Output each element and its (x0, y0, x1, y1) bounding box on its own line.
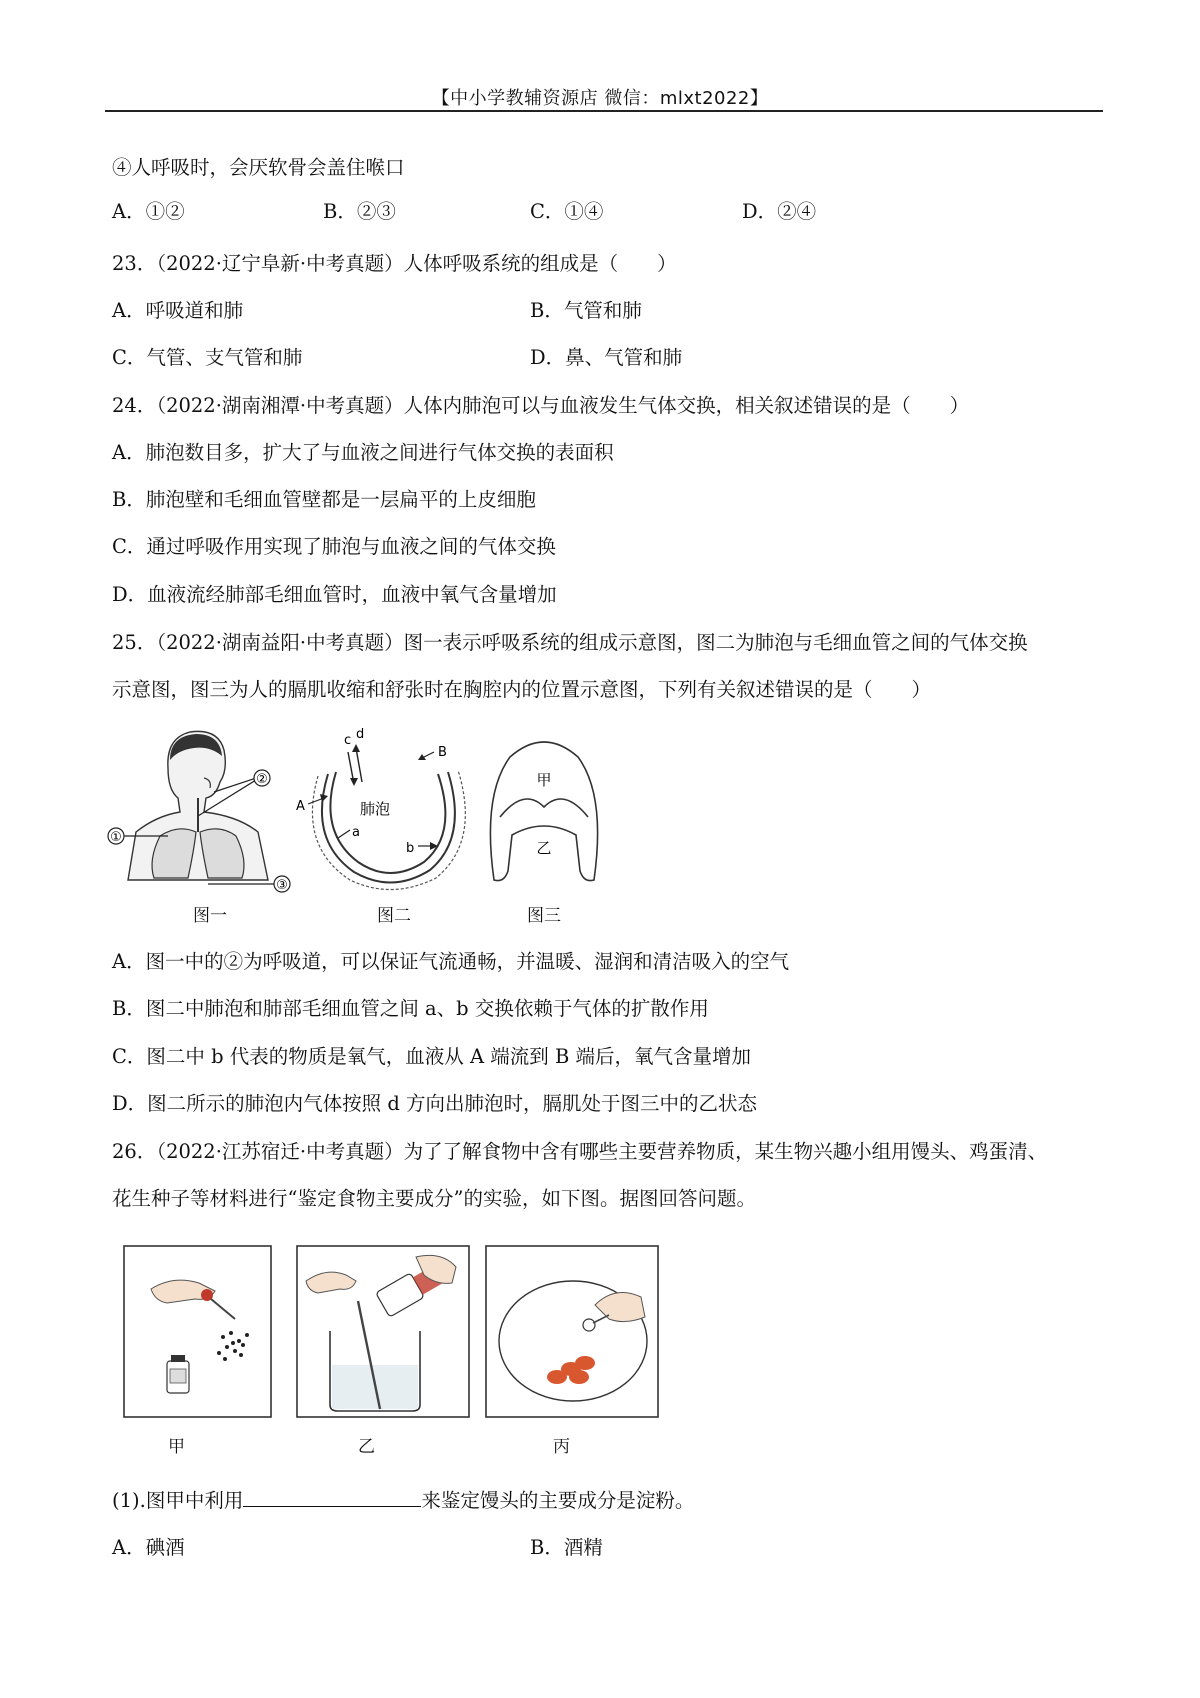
q23-option-b: B．气管和肺 (530, 299, 642, 322)
q24-option-d: D．血液流经肺部毛细血管时，血液中氧气含量增加 (112, 583, 557, 606)
q22-option-c: C．①④ (530, 200, 604, 223)
q26-stem-line1: 26．（2022·江苏宿迁·中考真题）为了了解食物中含有哪些主要营养物质，某生物兴趣小组用馒头、鸡蛋清、 (112, 1140, 1048, 1163)
fig1-label-2: ② (256, 772, 268, 787)
q24-option-b: B．肺泡壁和毛细血管壁都是一层扁平的上皮细胞 (112, 488, 536, 511)
fig1-label-1: ① (110, 830, 122, 845)
fig2-label-a: a (352, 825, 360, 840)
fig3-label-jia: 甲 (536, 771, 552, 789)
q22-option-d: D．②④ (742, 200, 817, 223)
q26-sub1-answer-blank[interactable] (243, 1488, 421, 1507)
fig1-label-3: ③ (276, 878, 288, 893)
q25-stem-line1: 25．（2022·湖南益阳·中考真题）图一表示呼吸系统的组成示意图，图二为肺泡与毛细血管之间的气体交换 (112, 631, 1028, 654)
q26-sub1-option-a: A．碘酒 (112, 1536, 185, 1559)
q25-figure1-caption: 图一 (193, 906, 227, 926)
q23-stem: 23．（2022·辽宁阜新·中考真题）人体呼吸系统的组成是（ ） (112, 252, 677, 275)
q25-figure3-diaphragm (480, 735, 610, 890)
q26-stem-line2: 花生种子等材料进行“鉴定食物主要成分”的实验，如下图。据图回答问题。 (112, 1187, 756, 1210)
fig2-label-b-end: B (438, 745, 447, 760)
q23-option-c: C．气管、支气管和肺 (112, 346, 303, 369)
q25-figure2-alveolus-capillary (298, 722, 478, 890)
q22-item4: ④人呼吸时，会厌软骨会盖住喉口 (112, 156, 405, 179)
q26-panel-bing-image (485, 1245, 659, 1418)
fig3-label-yi: 乙 (536, 839, 552, 857)
q25-option-a: A．图一中的②为呼吸道，可以保证气流通畅，并温暖、湿润和清洁吸入的空气 (112, 950, 790, 973)
header-rule (105, 110, 1103, 112)
q23-option-d: D．鼻、气管和肺 (530, 346, 683, 369)
q26-sub1-suffix: 来鉴定馒头的主要成分是淀粉。 (421, 1489, 695, 1512)
q23-option-a: A．呼吸道和肺 (112, 299, 244, 322)
q26-panel-bing-label: 丙 (553, 1437, 570, 1457)
q22-option-b: B．②③ (323, 200, 396, 223)
q25-option-b: B．图二中肺泡和肺部毛细血管之间 a、b 交换依赖于气体的扩散作用 (112, 997, 709, 1020)
q26-sub1 (112, 1488, 694, 1514)
q24-option-a: A．肺泡数目多，扩大了与血液之间进行气体交换的表面积 (112, 441, 614, 464)
q25-option-d: D．图二所示的肺泡内气体按照 d 方向出肺泡时，膈肌处于图三中的乙状态 (112, 1092, 758, 1115)
q25-figure3-caption: 图三 (527, 906, 561, 926)
q26-panel-jia-label: 甲 (168, 1437, 185, 1457)
q26-sub1-prefix: (1).图甲中利用 (112, 1489, 244, 1512)
q25-figure1-respiratory-system (108, 720, 293, 893)
q22-option-a: A．①② (112, 200, 185, 223)
fig2-label-a-end: A (296, 799, 305, 814)
q25-option-c: C．图二中 b 代表的物质是氧气，血液从 A 端流到 B 端后，氧气含量增加 (112, 1045, 752, 1068)
q26-panel-jia-image (123, 1245, 272, 1418)
q25-figure2-caption: 图二 (377, 906, 411, 926)
q24-stem: 24．（2022·湖南湘潭·中考真题）人体内肺泡可以与血液发生气体交换，相关叙述错误的是（ ） (112, 394, 970, 417)
q26-panel-yi-image (296, 1245, 470, 1418)
fig2-label-b: b (406, 841, 415, 856)
q26-panel-yi-label: 乙 (358, 1437, 375, 1457)
fig2-label-d: d (356, 727, 365, 742)
fig2-label-alveolus: 肺泡 (360, 800, 391, 818)
q26-sub1-option-b: B．酒精 (530, 1536, 603, 1559)
q25-stem-line2: 示意图，图三为人的膈肌收缩和舒张时在胸腔内的位置示意图，下列有关叙述错误的是（ ） (112, 678, 932, 701)
page-header: 【中小学教辅资源店 微信：mlxt2022】 (431, 88, 769, 109)
q24-option-c: C．通过呼吸作用实现了肺泡与血液之间的气体交换 (112, 535, 556, 558)
fig2-label-c: c (344, 733, 352, 748)
